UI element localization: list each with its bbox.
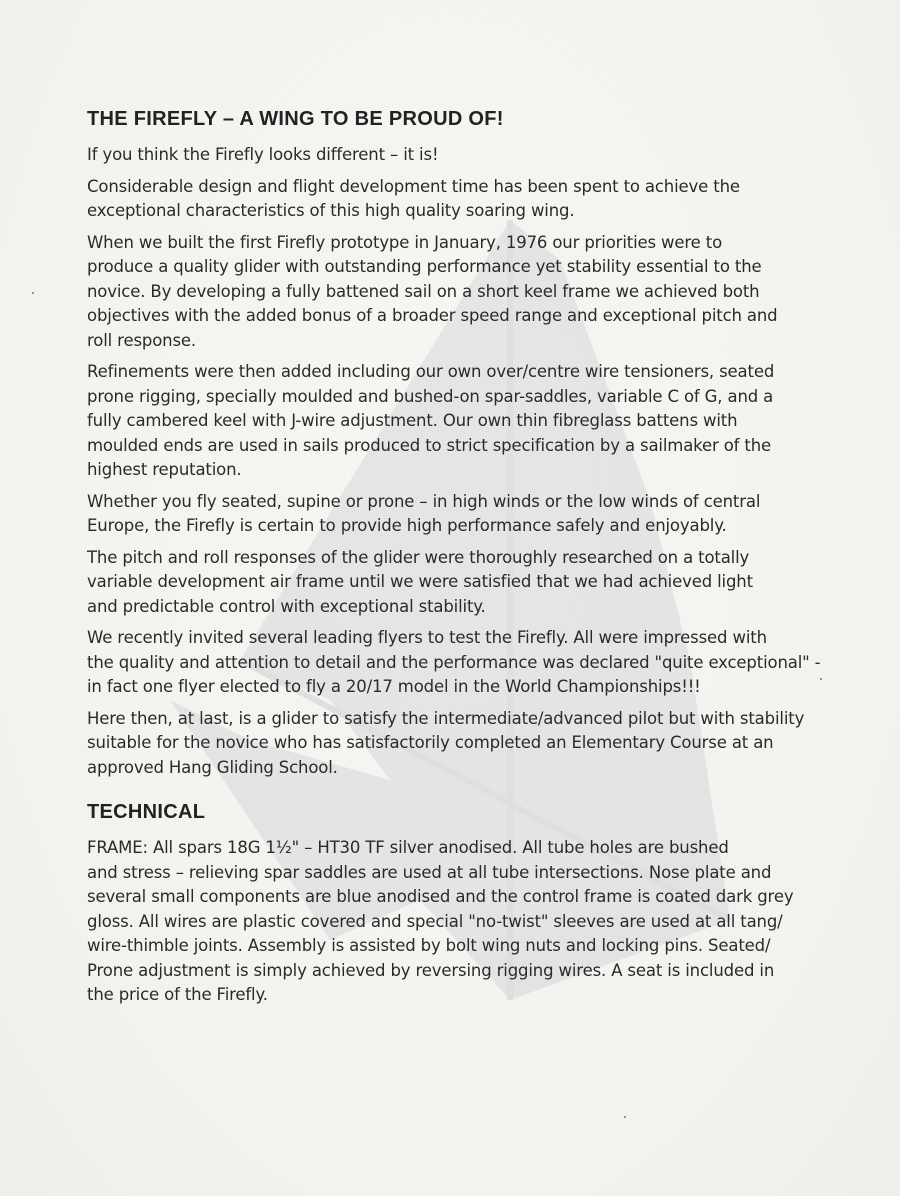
frame-paragraph: FRAME: All spars 18G 1½" – HT30 TF silver anodised. All tube holes are bushed and stress – relieving spar saddles are used at all tube intersections. Nose plate and several small components are blue anodised and the control frame is coated dark grey gloss. All wires are plastic covered and special "no-twist" sleeves are used at all tang/ wire-thimble joints. Assembly is assisted by bolt wing nuts and locking pins. Seated/ Prone adjustment is simply achieved by reversing rigging wires. A seat is included in the price of the Firefly. (87, 838, 794, 1004)
document-body (87, 105, 827, 1015)
refinements-paragraph: Refinements were then added including our own over/centre wire tensioners, seated prone rigging, specially moulded and bushed-on spar-saddles, variable C of G, and a fully cambered keel with J-wire adjustment. Our own thin fibreglass battens with moulded ends are used in sails produced to strict specification by a sailmaker of the highest reputation. (87, 362, 775, 479)
paper-speck (624, 1116, 626, 1118)
summary-paragraph: Here then, at last, is a glider to satisfy the intermediate/advanced pilot but with stability suitable for the novice who has satisfactorily completed an Elementary Course at an approved Hang Gliding School. (87, 708, 805, 777)
test-flyers-paragraph: We recently invited several leading flyers to test the Firefly. All were impressed with the quality and attention to detail and the performance was declared "quite exceptional" - in fact one flyer elected to fly a 20/17 model in the World Championships!!! (87, 628, 821, 696)
prototype-paragraph: When we built the first Firefly prototype in January, 1976 our priorities were to produce a quality glider with outstanding performance yet stability essential to the novice. By developing a fully battened sail on a short keel frame we achieved both objectives with the added bonus of a broader speed range and exceptional pitch and roll response. (87, 232, 778, 350)
pitch-roll-paragraph: The pitch and roll responses of the glider were thoroughly researched on a totally variable development air frame until we were satisfied that we had achieved light and predictable control with exceptional stability. (87, 547, 753, 616)
flying-positions-paragraph: Whether you fly seated, supine or prone – in high winds or the low winds of central Europe, the Firefly is certain to provide high performance safely and enjoyably. (87, 491, 761, 535)
design-paragraph: Considerable design and flight development time has been spent to achieve the exceptional characteristics of this high quality soaring wing. (87, 176, 740, 220)
main-heading: THE FIREFLY – A WING TO BE PROUD OF! (87, 108, 504, 130)
paper-speck (820, 678, 822, 680)
technical-heading: TECHNICAL (87, 801, 206, 823)
intro-paragraph: If you think the Firefly looks different – it is! (87, 145, 439, 164)
paper-speck (32, 292, 34, 294)
